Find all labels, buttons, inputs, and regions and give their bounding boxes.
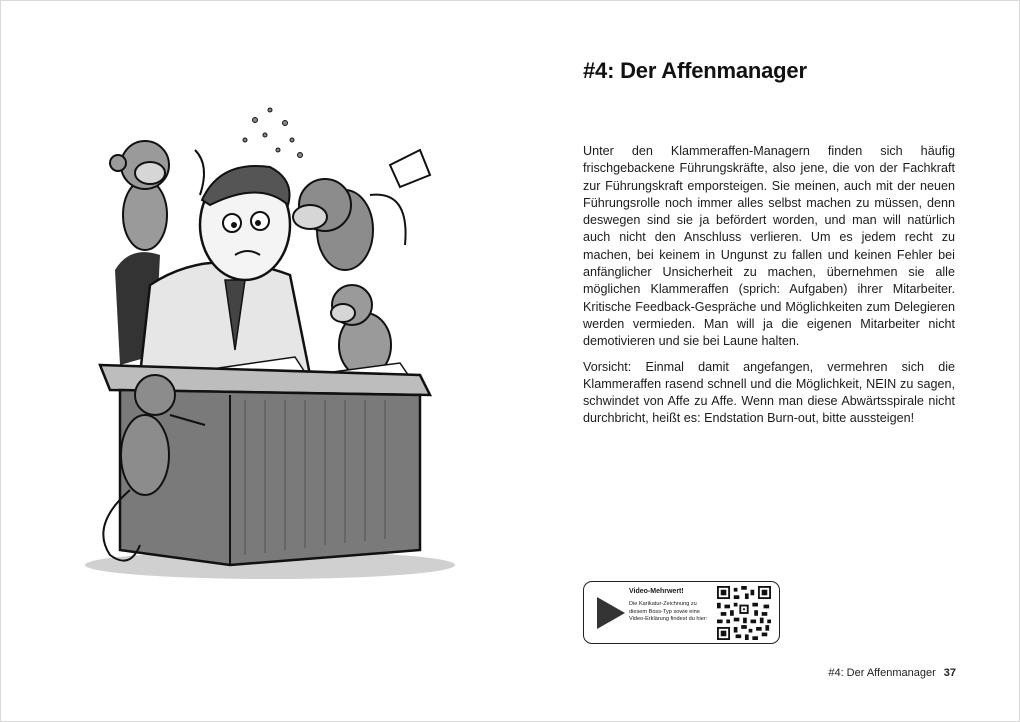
video-box-description: Die Karikatur-Zeichnung zu diesem Boss-Typ sowie eine Video-Erklärung findest du hier: — [629, 601, 708, 623]
page-footer — [828, 667, 956, 679]
play-icon[interactable] — [595, 595, 627, 631]
running-title: #4: Der Affenmanager — [828, 667, 936, 679]
body-text — [583, 143, 955, 436]
page-title: #4: Der Affenmanager — [583, 58, 807, 83]
page-number: 37 — [943, 667, 956, 679]
caricature-illustration — [60, 95, 460, 595]
caricature-drawing — [60, 95, 460, 595]
qr-code-icon[interactable] — [717, 586, 771, 640]
video-box[interactable] — [583, 581, 780, 644]
video-box-title: Video-Mehrwert! — [629, 588, 684, 595]
paragraph: Vorsicht: Einmal damit angefangen, vermehren sich die Klammeraffen rasend schnell und die Möglichkeit, NEIN zu sagen, schwindet von Affe zu Affe. Wenn man diese Abwärtsspirale nicht durchbricht, heißt es: Endstation Burn-out, bitte aussteigen! — [583, 359, 955, 426]
paragraph: Unter den Klammeraffen-Managern finden sich häufig frischgebackene Führungskräfte, also jene, die von der Fachkraft zur Führungskraft emporsteigen. Sie meinen, auch mit der neuen Führungsrolle noch immer alles selbst machen zu müssen, denn deswegen sind sie ja befördert worden, und man will natürlich auch nicht den Anschluss verlieren. Um es jedem recht zu machen, bei keinem in Ungunst zu fallen und keinen Fehler bei anfänglicher Unsicherheit zu machen, übernehmen sie alle möglichen Klammeraffen (sprich: Aufgaben) ihrer Mitarbeiter. Kritische Feedback-Gespräche und Möglichkeiten zum Delegieren werden vermieden. Man will ja die eigenen Mitarbeiter nicht demotivieren und sie bei Laune halten. — [583, 144, 955, 349]
